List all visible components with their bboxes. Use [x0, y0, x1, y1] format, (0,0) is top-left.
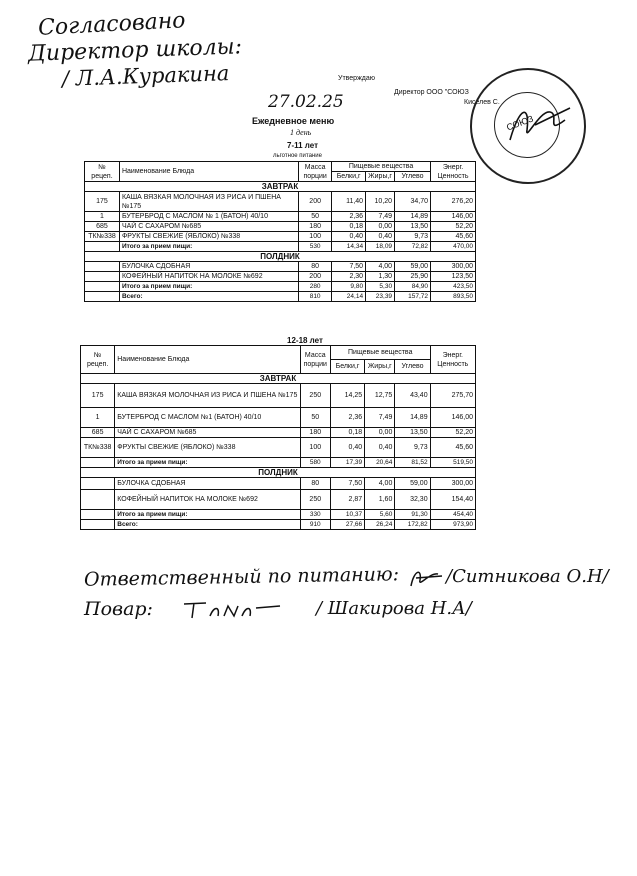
table-row: КОФЕЙНЫЙ НАПИТОК НА МОЛОКЕ №692 250 2,87 1,60 32,30 154,40 — [81, 490, 476, 510]
col-name: Наименование Блюда — [119, 162, 298, 182]
col-fat: Жиры,г — [366, 172, 395, 182]
responsible-name: /Ситникова О.Н/ — [446, 566, 609, 587]
stamp-text: СОЮЗ — [505, 113, 535, 133]
age-group-1: 7-11 лет — [287, 141, 319, 150]
snack-total-row: Итого за прием пищи: 280 9,80 5,30 84,90 423,50 — [85, 282, 476, 292]
snack-total-row-2: Итого за прием пищи: 330 10,37 5,60 91,30 454,40 — [81, 510, 476, 520]
menu-subtitle: льготное питание — [273, 153, 322, 159]
col-protein: Белки,г — [332, 172, 366, 182]
table-row: 1 БУТЕРБРОД С МАСЛОМ №1 (БАТОН) 40/10 50 2,36 7,49 14,89 146,00 — [81, 408, 476, 428]
table-row: 175 КАША ВЯЗКАЯ МОЛОЧНАЯ ИЗ РИСА И ПШЕНА №175 250 14,25 12,75 43,40 275,70 — [81, 384, 476, 408]
cook-signature — [180, 598, 290, 622]
grand-total-row: Всего: 810 24,14 23,39 157,72 893,50 — [85, 292, 476, 302]
approved-label: Утверждаю — [338, 75, 375, 82]
breakfast-total-row-2: Итого за прием пищи: 580 17,39 20,64 81,52 519,50 — [81, 458, 476, 468]
section-breakfast-2: ЗАВТРАК — [81, 374, 476, 384]
table-row: БУЛОЧКА СДОБНАЯ 80 7,50 4,00 59,00 300,00 — [85, 262, 476, 272]
table-row: 1 БУТЕРБРОД С МАСЛОМ № 1 (БАТОН) 40/10 50 2,36 7,49 14,89 146,00 — [85, 212, 476, 222]
col-recipe-2: № рецеп. — [81, 346, 115, 374]
director-label: Директор ООО "СОЮЗ — [394, 89, 469, 96]
menu-date: 27.02.25 — [268, 92, 344, 112]
section-snack-2: ПОЛДНИК — [81, 468, 476, 478]
col-nutrients-2: Пищевые вещества — [330, 346, 430, 360]
col-fat-2: Жиры,г — [365, 360, 395, 374]
section-snack: ПОЛДНИК — [85, 252, 476, 262]
col-mass: Масса порции — [299, 162, 332, 182]
table-row: БУЛОЧКА СДОБНАЯ 80 7,50 4,00 59,00 300,00 — [81, 478, 476, 490]
menu-day: 1 день — [290, 128, 312, 137]
approval-line-3: / Л.А.Куракина — [61, 61, 230, 91]
col-name-2: Наименование Блюда — [115, 346, 300, 374]
table-row: ТК№338 ФРУКТЫ СВЕЖИЕ (ЯБЛОКО) №338 100 0,40 0,40 9,73 45,60 — [85, 232, 476, 242]
grand-total-row-2: Всего: 910 27,66 26,24 172,82 973,90 — [81, 520, 476, 530]
col-energy-2: Энерг. Ценность — [430, 346, 475, 374]
approval-line-2: Директор школы: — [27, 34, 243, 67]
col-nutrients: Пищевые вещества — [332, 162, 431, 172]
col-carbs: Углево — [395, 172, 431, 182]
col-carbs-2: Углево — [395, 360, 430, 374]
col-mass-2: Масса порции — [300, 346, 330, 374]
age-group-2: 12-18 лет — [287, 336, 323, 345]
responsible-signature — [408, 566, 444, 590]
table-row: ТК№338 ФРУКТЫ СВЕЖИЕ (ЯБЛОКО) №338 100 0,40 0,40 9,73 45,60 — [81, 438, 476, 458]
cook-name: / Шакирова Н.А/ — [316, 598, 472, 619]
breakfast-total-row: Итого за прием пищи: 530 14,34 18,09 72,82 470,00 — [85, 242, 476, 252]
menu-title: Ежедневное меню — [252, 116, 335, 126]
responsible-label: Ответственный по питанию: — [83, 563, 400, 591]
menu-table-7-11 — [84, 161, 476, 302]
col-energy: Энерг. Ценность — [431, 162, 476, 182]
table-row: 685 ЧАЙ С САХАРОМ №685 180 0,18 0,00 13,50 52,20 — [85, 222, 476, 232]
section-breakfast: ЗАВТРАК — [85, 182, 476, 192]
cook-label: Повар: — [84, 598, 153, 620]
table-row: КОФЕЙНЫЙ НАПИТОК НА МОЛОКЕ №692 200 2,30 1,30 25,90 123,50 — [85, 272, 476, 282]
col-recipe: № рецеп. — [85, 162, 120, 182]
table-row: 685 ЧАЙ С САХАРОМ №685 180 0,18 0,00 13,50 52,20 — [81, 428, 476, 438]
director-signature — [505, 100, 575, 145]
menu-table-12-18 — [80, 345, 476, 530]
table-row: 175 КАША ВЯЗКАЯ МОЛОЧНАЯ ИЗ РИСА И ПШЕНА №175 200 11,40 10,20 34,70 276,20 — [85, 192, 476, 212]
director-name: Киселев С. — [464, 99, 500, 106]
approval-line-1: Согласовано — [37, 8, 187, 41]
col-protein-2: Белки,г — [330, 360, 364, 374]
